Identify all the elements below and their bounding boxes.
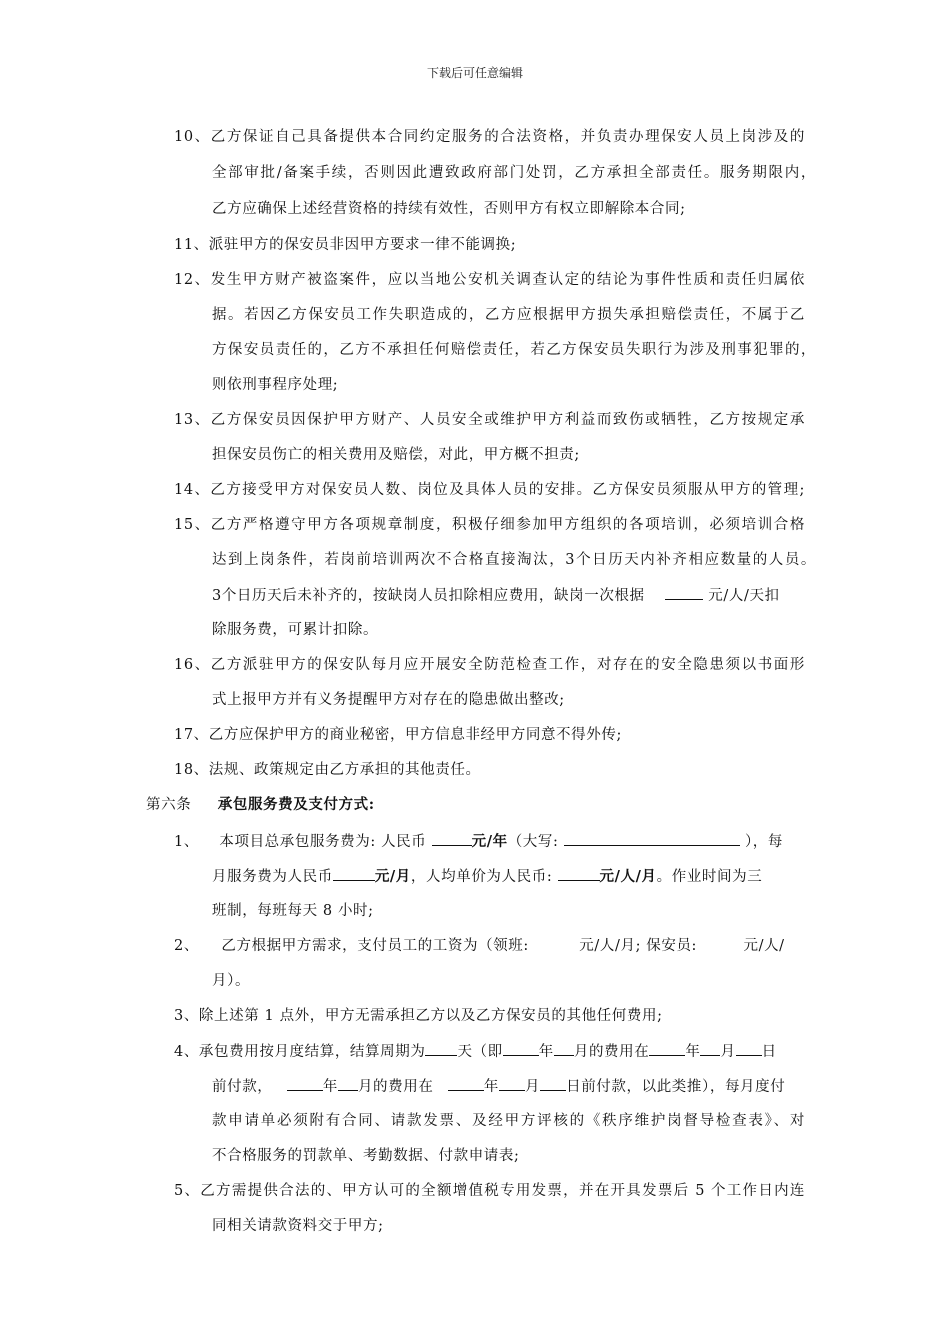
pay-4-text-l: 月 xyxy=(525,1079,541,1095)
pay-3: 3、除上述第 1 点外，甲方无需承担乙方以及乙方保安员的其他任何费用; xyxy=(174,1008,663,1024)
pay-1-line-2 xyxy=(212,866,762,887)
clause-12-line-3: 方保安员责任的，乙方不承担任何赔偿责任，若乙方保安员失职行为涉及刑事犯罪的， xyxy=(212,342,816,358)
blank-monthly-fee xyxy=(333,866,375,881)
clause-15-line-2: 达到上岗条件，若岗前培训两次不合格直接淘汰，3个日历天内补齐相应数量的人员。 xyxy=(212,552,816,568)
blank-year-3 xyxy=(287,1076,323,1091)
clause-13-line-2: 担保安员伤亡的相关费用及赔偿，对此，甲方概不担责; xyxy=(212,447,580,463)
pay-1-text-d: 月服务费为人民币 xyxy=(212,869,333,885)
blank-fee-in-words xyxy=(564,831,740,846)
pay-4-line-2 xyxy=(212,1076,785,1097)
clause-10-line-1: 10、乙方保证自己具备提供本合同约定服务的合法资格，并负责办理保安人员上岗涉及的 xyxy=(174,129,805,145)
pay-1-text-f: 。作业时间为三 xyxy=(656,869,763,885)
pay-4-line-1 xyxy=(174,1041,777,1062)
article-6-number: 第六条 xyxy=(146,797,192,813)
clause-12-line-1: 12、发生甲方财产被盗案件，应以当地公安机关调查认定的结论为事件性质和责任归属依 xyxy=(174,272,805,288)
pay-4-text-b: 天（即 xyxy=(457,1044,503,1060)
pay-5-line-1: 5、乙方需提供合法的、甲方认可的全额增值税专用发票，并在开具发票后 5 个工作日内连 xyxy=(174,1183,805,1199)
clause-13-line-1: 13、乙方保安员因保护甲方财产、人员安全或维护甲方利益而致伤或牺牲，乙方按规定承 xyxy=(174,412,805,428)
pay-4-text-j: 月的费用在 xyxy=(357,1079,434,1095)
clause-15-line-4: 除服务费，可累计扣除。 xyxy=(212,622,379,638)
blank-year-1 xyxy=(503,1041,539,1056)
blank-cycle-days xyxy=(425,1041,457,1056)
blank-penalty-rate xyxy=(665,585,703,600)
clause-15-line-3 xyxy=(212,585,780,606)
pay-1-line-1 xyxy=(174,831,783,852)
pay-4-text-e: 年 xyxy=(685,1044,701,1060)
pay-2-text-a: 乙方根据甲方需求，支付员工的工资为（领班: xyxy=(221,938,529,954)
blank-day-1 xyxy=(736,1041,762,1056)
pay-4-text-i: 年 xyxy=(322,1079,338,1095)
pay-1-text-b: （大写: xyxy=(507,834,559,850)
clause-17: 17、乙方应保护甲方的商业秘密，甲方信息非经甲方同意不得外传; xyxy=(174,727,622,743)
blank-day-2 xyxy=(540,1076,566,1091)
clause-16-line-1: 16、乙方派驻甲方的保安队每月应开展安全防范检查工作，对存在的安全隐患须以书面形 xyxy=(174,657,805,673)
pay-1-unit-person-month: 元/人/月 xyxy=(599,868,657,885)
clause-10-line-3: 乙方应确保上述经营资格的持续有效性，否则甲方有权立即解除本合同; xyxy=(212,201,686,217)
pay-1-text-e: ，人均单价为人民币: xyxy=(410,869,553,885)
blank-month-3 xyxy=(338,1076,358,1091)
pay-1-number: 1、 xyxy=(174,834,199,850)
pay-4-text-f: 月 xyxy=(720,1044,736,1060)
pay-4-text-k: 年 xyxy=(483,1079,499,1095)
pay-2-number: 2、 xyxy=(174,938,199,954)
pay-4-text-a: 4、承包费用按月度结算，结算周期为 xyxy=(174,1044,426,1060)
blank-month-4 xyxy=(499,1076,525,1091)
clause-10-line-2: 全部审批/备案手续，否则因此遭致政府部门处罚，乙方承担全部责任。服务期限内， xyxy=(212,165,816,181)
blank-year-4 xyxy=(448,1076,484,1091)
blank-annual-fee xyxy=(432,831,472,846)
clause-15-text-a: 3个日历天后未补齐的，按缺岗人员扣除相应费用，缺岗一次根据 xyxy=(212,588,645,604)
blank-month-1 xyxy=(554,1041,574,1056)
pay-4-line-4: 不合格服务的罚款单、考勤数据、付款申请表; xyxy=(212,1148,520,1164)
blank-year-2 xyxy=(649,1041,685,1056)
pay-2-line-1 xyxy=(174,936,785,956)
clause-15-line-1: 15、乙方严格遵守甲方各项规章制度，积极仔细参加甲方组织的各项培训，必须培训合格 xyxy=(174,517,805,533)
pay-2-text-b: 元/人/月; 保安员: xyxy=(579,938,698,954)
pay-1-text-a: 本项目总承包服务费为: 人民币 xyxy=(219,834,427,850)
pay-4-text-m: 日前付款，以此类推），每月度付 xyxy=(566,1079,786,1095)
clause-12-line-2: 据。若因乙方保安员工作失职造成的，乙方应根据甲方损失承担赔偿责任，不属于乙 xyxy=(212,307,805,323)
pay-4-text-g: 日 xyxy=(761,1044,777,1060)
blank-per-capita-price xyxy=(558,866,600,881)
pay-4-text-d: 月的费用在 xyxy=(573,1044,650,1060)
clause-12-line-4: 则依刑事程序处理; xyxy=(212,377,339,393)
clause-15-text-b: 元/人/天扣 xyxy=(708,588,780,604)
clause-14: 14、乙方接受甲方对保安员人数、岗位及具体人员的安排。乙方保安员须服从甲方的管理; xyxy=(174,482,805,498)
pay-1-line-3: 班制，每班每天 8 小时; xyxy=(212,903,374,919)
clause-16-line-2: 式上报甲方并有义务提醒甲方对存在的隐患做出整改; xyxy=(212,692,565,708)
pay-4-text-c: 年 xyxy=(538,1044,554,1060)
pay-4-text-h: 前付款， xyxy=(212,1079,273,1095)
pay-2-line-2: 月）。 xyxy=(212,973,251,989)
pay-4-line-3: 款申请单必须附有合同、请款发票、及经甲方评核的《秩序维护岗督导检查表》、对 xyxy=(212,1113,805,1129)
blank-month-2 xyxy=(700,1041,720,1056)
pay-2-text-c: 元/人/ xyxy=(743,938,785,954)
pay-1-text-c: ），每 xyxy=(744,834,783,850)
pay-1-unit-year: 元/年 xyxy=(471,833,508,850)
pay-5-line-2: 同相关请款资料交于甲方; xyxy=(212,1218,384,1234)
clause-11: 11、派驻甲方的保安员非因甲方要求一律不能调换; xyxy=(174,237,517,253)
article-6-title: 承包服务费及支付方式: xyxy=(217,796,375,813)
article-6-heading xyxy=(146,795,375,815)
pay-1-unit-month: 元/月 xyxy=(374,868,411,885)
clause-18: 18、法规、政策规定由乙方承担的其他责任。 xyxy=(174,762,481,778)
page-header: 下载后可任意编辑 xyxy=(426,66,523,80)
